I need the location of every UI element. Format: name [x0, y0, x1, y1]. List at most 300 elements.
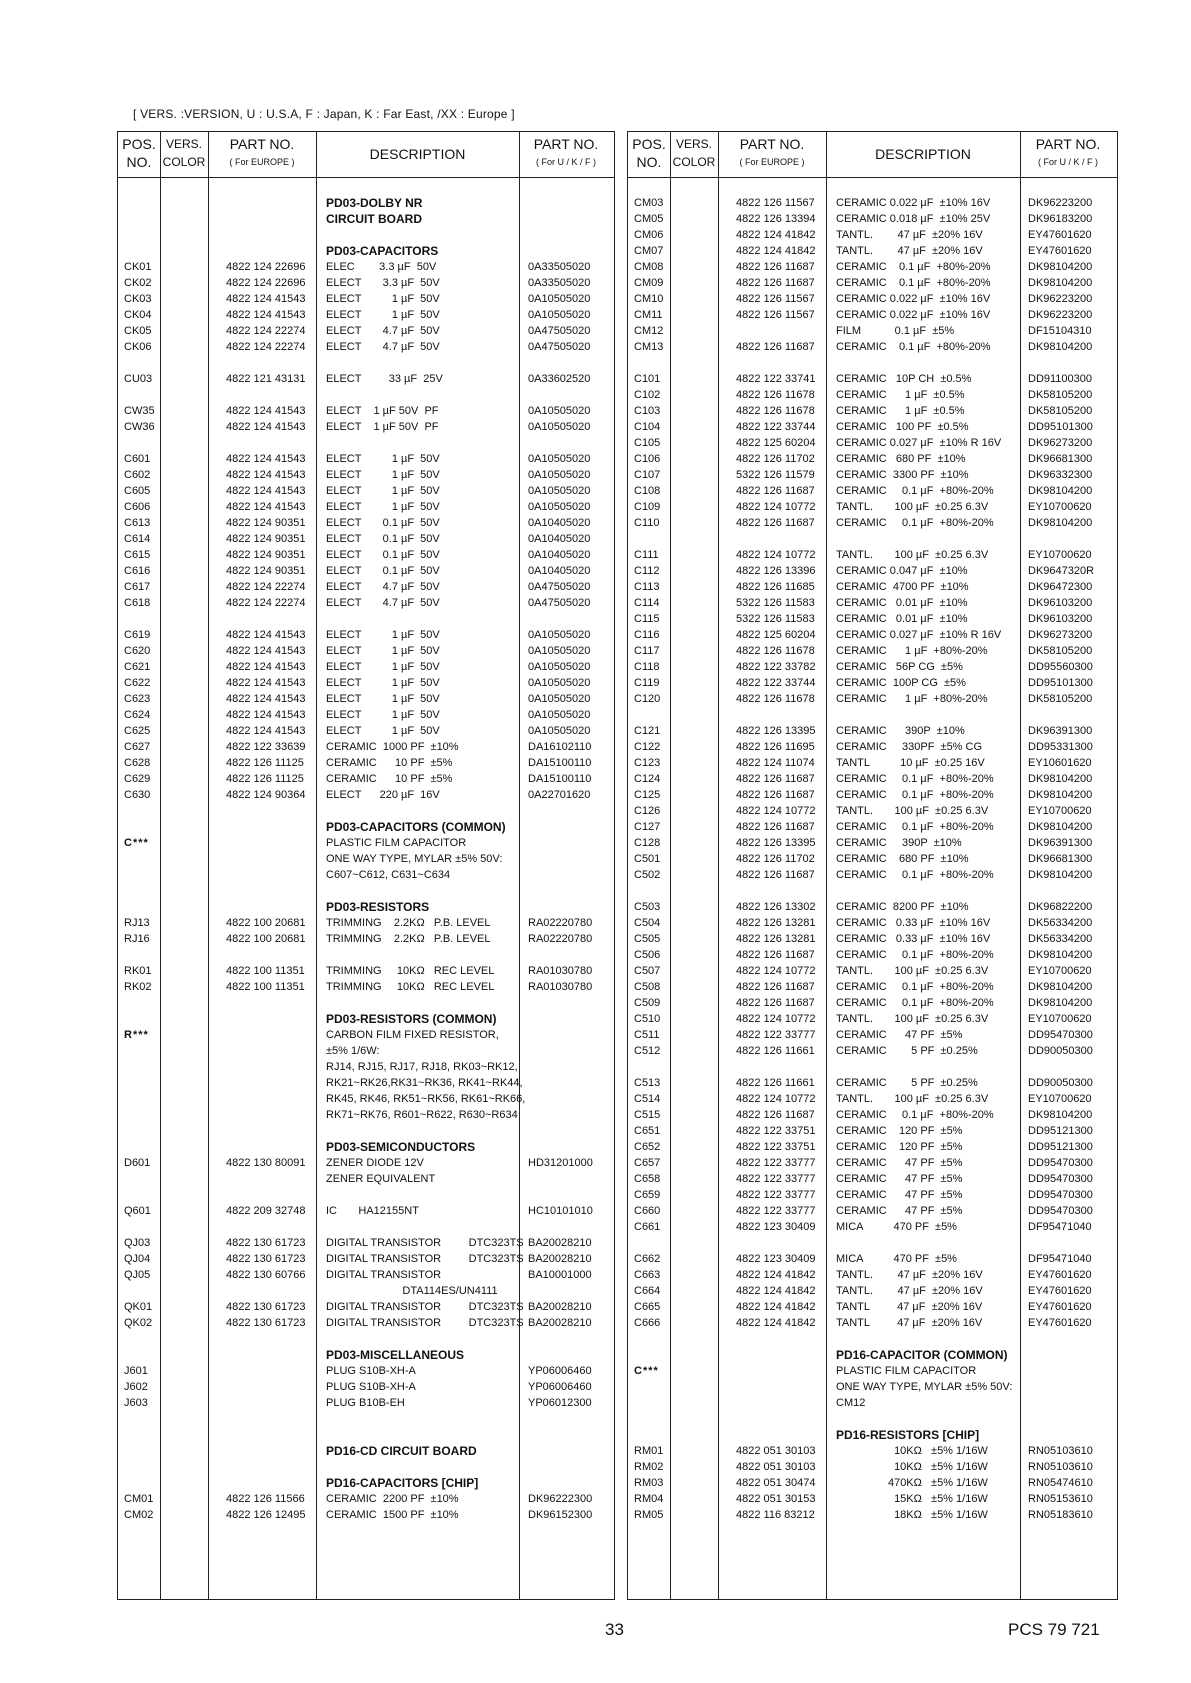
part-no-cell: 4822 122 33744	[736, 421, 816, 433]
part-no-ukf-cell: HD31201000	[528, 1157, 593, 1169]
description-cell: ONE WAY TYPE, MYLAR ±5% 50V:	[836, 1381, 1013, 1393]
part-no-cell: 4822 126 11661	[736, 1045, 815, 1057]
table-row	[628, 1044, 1117, 1059]
pos-cell: C619	[124, 629, 151, 641]
table-row	[118, 452, 614, 467]
pos-cell: C128	[634, 837, 661, 849]
part-no-cell: 4822 124 41543	[226, 725, 306, 737]
table-row	[628, 772, 1117, 787]
table-row	[118, 1268, 614, 1283]
part-no-ukf-cell: DK98104200	[1028, 981, 1093, 993]
part-no-cell: 4822 209 32748	[226, 1205, 306, 1217]
part-no-ukf-cell: DD95101300	[1028, 421, 1093, 433]
part-no-cell: 4822 124 41842	[736, 1301, 816, 1313]
part-no-ukf-cell: RN05103610	[1028, 1461, 1093, 1473]
part-no-ukf-cell: RN05474610	[1028, 1477, 1093, 1489]
table-row	[628, 452, 1117, 467]
pos-cell: C665	[634, 1301, 661, 1313]
part-no-ukf-cell: DD95121300	[1028, 1125, 1093, 1137]
table-row	[628, 468, 1117, 483]
description-cell: CERAMIC 10 PF ±5%	[326, 773, 453, 785]
description-cell: CERAMIC 56P CG ±5%	[836, 661, 963, 673]
table-row	[628, 644, 1117, 659]
part-no-ukf-cell: YP06006460	[528, 1381, 592, 1393]
table-row	[628, 516, 1117, 531]
description-cell: CERAMIC 0.027 µF ±10% R 16V	[836, 629, 1002, 641]
part-no-cell: 4822 124 90351	[226, 565, 306, 577]
description-cell: PD03-CAPACITORS	[326, 244, 439, 258]
part-no-cell: 4822 126 11687	[736, 981, 815, 993]
part-no-ukf-cell: DK58105200	[1028, 389, 1093, 401]
description-cell: CERAMIC 0.1 µF +80%-20%	[836, 261, 991, 273]
pos-cell: C666	[634, 1317, 661, 1329]
pos-cell: C122	[634, 741, 661, 753]
description-cell: CERAMIC 330PF ±5% CG	[836, 741, 983, 753]
part-no-ukf-cell: DK9647320R	[1028, 565, 1095, 577]
part-no-cell: 4822 126 11687	[736, 341, 815, 353]
description-cell: CERAMIC 100 PF ±0.5%	[836, 421, 969, 433]
part-no-ukf-cell: HC10101010	[528, 1205, 593, 1217]
table-row	[628, 1252, 1117, 1267]
table-row	[628, 820, 1117, 835]
table-row	[118, 1236, 614, 1251]
part-no-ukf-cell: DK98104200	[1028, 949, 1093, 961]
part-no-cell: 4822 116 83212	[736, 1509, 815, 1521]
pos-cell: C513	[634, 1077, 661, 1089]
description-cell: CERAMIC 0.1 µF +80%-20%	[836, 277, 991, 289]
part-no-cell: 4822 100 11351	[226, 981, 305, 993]
part-no-ukf-cell: DD90050300	[1028, 1045, 1093, 1057]
pos-cell: C658	[634, 1173, 661, 1185]
part-no-cell: 4822 126 13395	[736, 837, 816, 849]
part-no-ukf-cell: 0A33505020	[528, 261, 591, 273]
part-no-cell: 4822 124 22274	[226, 581, 306, 593]
part-no-ukf-cell: 0A33505020	[528, 277, 591, 289]
description-cell: ELECT 0.1 µF 50V	[326, 565, 440, 577]
pos-cell: C503	[634, 901, 661, 913]
table-row	[118, 532, 614, 547]
description-cell: ELECT 4.7 µF 50V	[326, 597, 440, 609]
table-row	[118, 1348, 614, 1363]
pos-cell: C***	[124, 837, 149, 849]
description-cell: CERAMIC 47 PF ±5%	[836, 1173, 963, 1185]
table-row	[628, 388, 1117, 403]
description-cell: TRIMMING 10KΩ REC LEVEL	[326, 965, 495, 977]
table-row	[118, 676, 614, 691]
table-row	[118, 1092, 614, 1107]
pos-cell: C105	[634, 437, 661, 449]
description-cell: TANTL. 100 µF ±0.25 6.3V	[836, 1013, 989, 1025]
part-no-cell: 4822 126 11687	[736, 261, 815, 273]
table-row	[628, 1172, 1117, 1187]
part-no-cell: 4822 124 90351	[226, 549, 306, 561]
description-cell: CERAMIC 8200 PF ±10%	[836, 901, 969, 913]
table-row	[118, 1156, 614, 1171]
part-no-cell: 4822 126 11678	[736, 645, 815, 657]
pos-cell: C625	[124, 725, 151, 737]
description-cell: DIGITAL TRANSISTOR DTC323TS	[326, 1253, 524, 1265]
pos-cell: C613	[124, 517, 151, 529]
table-row	[628, 612, 1117, 627]
pos-cell: C660	[634, 1205, 661, 1217]
part-no-ukf-cell: 0A10505020	[528, 309, 591, 321]
description-cell: CERAMIC 0.33 µF ±10% 16V	[836, 917, 991, 929]
description-cell: CERAMIC 120 PF ±5%	[836, 1141, 963, 1153]
part-no-cell: 4822 126 11567	[736, 293, 815, 305]
description-cell: CERAMIC 4700 PF ±10%	[836, 581, 969, 593]
part-no-ukf-cell: 0A10505020	[528, 485, 591, 497]
pos-cell: C110	[634, 517, 660, 529]
part-no-cell: 4822 124 10772	[736, 965, 816, 977]
description-cell: ELECT 1 µF 50V PF	[326, 405, 439, 417]
table-header-right	[628, 132, 1117, 178]
description-cell: TANTL 47 µF ±20% 16V	[836, 1301, 983, 1313]
pos-cell: CW36	[124, 421, 155, 433]
description-cell: MICA 470 PF ±5%	[836, 1253, 957, 1265]
part-no-cell: 4822 126 11687	[736, 949, 815, 961]
table-row	[628, 1220, 1117, 1235]
part-no-ukf-cell: DK98104200	[1028, 821, 1093, 833]
part-no-cell: 4822 122 33639	[226, 741, 306, 753]
part-no-ukf-cell: DK98104200	[1028, 1109, 1093, 1121]
part-no-cell: 4822 126 13395	[736, 725, 816, 737]
table-row	[628, 1076, 1117, 1091]
description-cell: ELECT 33 µF 25V	[326, 373, 443, 385]
table-row	[628, 308, 1117, 323]
description-cell: ONE WAY TYPE, MYLAR ±5% 50V:	[326, 853, 503, 865]
table-row	[118, 1172, 614, 1187]
table-row	[118, 708, 614, 723]
table-row	[628, 676, 1117, 691]
table-row	[118, 724, 614, 739]
pos-cell: C***	[634, 1365, 659, 1377]
table-row	[628, 260, 1117, 275]
table-row	[628, 964, 1117, 979]
description-cell: PD16-CD CIRCUIT BOARD	[326, 1444, 477, 1458]
description-cell: PD03-MISCELLANEOUS	[326, 1348, 465, 1362]
table-row	[628, 340, 1117, 355]
table-row	[628, 1268, 1117, 1283]
table-row	[628, 916, 1117, 931]
description-cell: CERAMIC 47 PF ±5%	[836, 1189, 963, 1201]
part-no-cell: 4822 126 13281	[736, 917, 816, 929]
pos-cell: CW35	[124, 405, 155, 417]
part-no-ukf-cell: DK96222300	[528, 1493, 593, 1505]
part-no-cell: 4822 126 11566	[226, 1493, 305, 1505]
table-header-left	[118, 132, 614, 178]
description-cell: CERAMIC 0.027 µF ±10% R 16V	[836, 437, 1002, 449]
pos-cell: CM03	[634, 197, 664, 209]
part-no-ukf-cell: DK96152300	[528, 1509, 593, 1521]
table-row	[118, 516, 614, 531]
pos-cell: QK02	[124, 1317, 153, 1329]
part-no-cell: 4822 122 33751	[736, 1125, 816, 1137]
description-cell: CERAMIC 5 PF ±0.25%	[836, 1077, 978, 1089]
description-cell: PD03-CAPACITORS (COMMON)	[326, 820, 506, 834]
part-no-ukf-cell: RA02220780	[528, 917, 593, 929]
description-cell: CARBON FILM FIXED RESISTOR,	[326, 1029, 499, 1041]
pos-cell: CM08	[634, 261, 664, 273]
document-code: PCS 79 721	[1008, 1620, 1100, 1639]
table-row	[628, 1380, 1117, 1395]
part-no-cell: 4822 124 41543	[226, 709, 306, 721]
table-row	[118, 852, 614, 867]
part-no-cell: 4822 126 11702	[736, 853, 815, 865]
table-row	[118, 788, 614, 803]
part-no-cell: 4822 124 90351	[226, 533, 306, 545]
table-row	[628, 660, 1117, 675]
table-row	[118, 1508, 614, 1523]
description-cell: ELECT 1 µF 50V	[326, 501, 440, 513]
description-cell: RK71~RK76, R601~R622, R630~R634	[326, 1109, 518, 1121]
part-no-ukf-cell: DK96273200	[1028, 629, 1093, 641]
pos-cell: C104	[634, 421, 661, 433]
pos-cell: C123	[634, 757, 661, 769]
table-row	[118, 660, 614, 675]
part-no-ukf-cell: DA16102110	[528, 741, 592, 753]
table-row	[628, 1204, 1117, 1219]
description-cell: CERAMIC 0.1 µF +80%-20%	[836, 789, 994, 801]
part-no-ukf-cell: BA20028210	[528, 1301, 592, 1313]
table-row	[118, 1444, 614, 1459]
pos-cell: C107	[634, 469, 661, 481]
table-row	[118, 1252, 614, 1267]
pos-cell: C602	[124, 469, 151, 481]
description-cell: CERAMIC 390P ±10%	[836, 725, 965, 737]
description-cell: CERAMIC 100P CG ±5%	[836, 677, 966, 689]
description-cell: CERAMIC 0.022 µF ±10% 16V	[836, 309, 991, 321]
pos-cell: C106	[634, 453, 661, 465]
description-cell: DIGITAL TRANSISTOR DTC323TS	[326, 1317, 524, 1329]
description-cell: ELECT 4.7 µF 50V	[326, 341, 440, 353]
pos-cell: CM12	[634, 325, 664, 337]
pos-cell: CK06	[124, 341, 152, 353]
description-cell: PD16-CAPACITOR (COMMON)	[836, 1348, 1008, 1362]
part-no-ukf-cell: EY10700620	[1028, 1093, 1092, 1105]
part-no-ukf-cell: DK58105200	[1028, 693, 1093, 705]
part-no-cell: 5322 126 11583	[736, 613, 815, 625]
description-cell: CERAMIC 0.022 µF ±10% 16V	[836, 197, 991, 209]
part-no-cell: 4822 051 30474	[736, 1477, 816, 1489]
table-row	[628, 996, 1117, 1011]
part-no-ukf-cell: DD95331300	[1028, 741, 1093, 753]
part-no-cell: 4822 124 41543	[226, 421, 306, 433]
pos-cell: C505	[634, 933, 661, 945]
table-row	[118, 292, 614, 307]
pos-cell: C617	[124, 581, 151, 593]
pos-cell: C601	[124, 453, 151, 465]
description-cell: MICA 470 PF ±5%	[836, 1221, 957, 1233]
description-cell: PLUG S10B-XH-A	[326, 1381, 416, 1393]
table-row	[628, 580, 1117, 595]
description-cell: ELECT 4.7 µF 50V	[326, 325, 440, 337]
pos-cell: C502	[634, 869, 661, 881]
part-no-ukf-cell: 0A47505020	[528, 581, 591, 593]
part-no-ukf-cell: DD95560300	[1028, 661, 1093, 673]
part-no-ukf-cell: DK96822200	[1028, 901, 1093, 913]
part-no-cell: 4822 126 11678	[736, 405, 815, 417]
part-no-cell: 4822 126 11685	[736, 581, 815, 593]
description-cell: CM12	[836, 1397, 866, 1409]
part-no-ukf-cell: 0A10505020	[528, 469, 591, 481]
table-row	[628, 1108, 1117, 1123]
part-no-cell: 4822 124 41543	[226, 645, 306, 657]
part-no-ukf-cell: 0A10505020	[528, 293, 591, 305]
pos-cell: C512	[634, 1045, 661, 1057]
part-no-cell: 4822 125 60204	[736, 437, 816, 449]
part-no-cell: 4822 124 22274	[226, 597, 306, 609]
description-cell: CERAMIC 1 µF ±0.5%	[836, 389, 965, 401]
table-row	[118, 260, 614, 275]
table-row	[118, 212, 614, 227]
table-row	[118, 1364, 614, 1379]
part-no-ukf-cell: BA10001000	[528, 1269, 592, 1281]
description-cell: CERAMIC 0.01 µF ±10%	[836, 613, 968, 625]
table-row	[628, 228, 1117, 243]
table-row	[628, 852, 1117, 867]
pos-cell: D601	[124, 1157, 151, 1169]
description-cell: ELECT 1 µF 50V	[326, 485, 440, 497]
description-cell: 470KΩ ±5% 1/16W	[836, 1477, 988, 1489]
part-no-ukf-cell: 0A10505020	[528, 405, 591, 417]
part-no-cell: 4822 124 41543	[226, 661, 306, 673]
header-vers: VERS. COLOR	[162, 137, 206, 169]
table-row	[628, 948, 1117, 963]
part-no-ukf-cell: DK56334200	[1028, 933, 1093, 945]
description-cell: CERAMIC 47 PF ±5%	[836, 1205, 963, 1217]
table-row	[118, 1044, 614, 1059]
pos-cell: CK03	[124, 293, 152, 305]
description-cell: CERAMIC 0.1 µF +80%-20%	[836, 997, 994, 1009]
pos-cell: RM05	[634, 1509, 664, 1521]
part-no-ukf-cell: 0A10505020	[528, 709, 591, 721]
pos-cell: C109	[634, 501, 661, 513]
description-cell: DIGITAL TRANSISTOR	[326, 1269, 442, 1281]
description-cell: ELECT 1 µF 50V	[326, 629, 440, 641]
part-no-cell: 4822 124 41543	[226, 485, 306, 497]
table-row	[118, 1140, 614, 1155]
part-no-cell: 4822 124 41842	[736, 1285, 816, 1297]
pos-cell: C651	[634, 1125, 661, 1137]
description-cell: CERAMIC 1 µF +80%-20%	[836, 693, 988, 705]
pos-cell: CK05	[124, 325, 152, 337]
description-cell: PLASTIC FILM CAPACITOR	[326, 837, 467, 849]
table-row	[628, 1364, 1117, 1379]
part-no-cell: 4822 126 11695	[736, 741, 815, 753]
part-no-cell: 4822 122 33744	[736, 677, 816, 689]
part-no-ukf-cell: EY47601620	[1028, 245, 1092, 257]
part-no-cell: 4822 130 60766	[226, 1269, 306, 1281]
header-part-no-ukf: PART NO. ( For U / K / F )	[1035, 136, 1101, 167]
description-cell: ELECT 1 µF 50V	[326, 661, 440, 673]
pos-cell: C114	[634, 597, 660, 609]
parts-table-right	[627, 131, 1118, 1600]
part-no-ukf-cell: 0A10505020	[528, 501, 591, 513]
table-row	[118, 1012, 614, 1027]
part-no-cell: 4822 124 22274	[226, 325, 306, 337]
description-cell: ELEC 3.3 µF 50V	[326, 261, 437, 273]
part-no-cell: 4822 123 30409	[736, 1221, 816, 1233]
table-row	[118, 372, 614, 387]
part-no-ukf-cell: YP06006460	[528, 1365, 592, 1377]
part-no-cell: 4822 126 11687	[736, 517, 815, 529]
part-no-ukf-cell: DK98104200	[1028, 773, 1093, 785]
table-row	[118, 868, 614, 883]
pos-cell: RJ16	[124, 933, 150, 945]
table-row	[118, 276, 614, 291]
part-no-ukf-cell: DA15100110	[528, 773, 592, 785]
table-row	[628, 1092, 1117, 1107]
description-cell: TANTL. 100 µF ±0.25 6.3V	[836, 965, 989, 977]
table-row	[118, 836, 614, 851]
pos-cell: C103	[634, 405, 661, 417]
description-cell: TANTL. 47 µF ±20% 16V	[836, 245, 983, 257]
pos-cell: C507	[634, 965, 661, 977]
table-row	[628, 1396, 1117, 1411]
description-cell: CERAMIC 0.1 µF +80%-20%	[836, 517, 994, 529]
description-cell: PD16-CAPACITORS [CHIP]	[326, 1476, 479, 1490]
part-no-ukf-cell: DK98104200	[1028, 485, 1093, 497]
table-row	[118, 740, 614, 755]
part-no-cell: 4822 124 41543	[226, 629, 306, 641]
pos-cell: CM05	[634, 213, 664, 225]
pos-cell: C663	[634, 1269, 661, 1281]
description-cell: TANTL 47 µF ±20% 16V	[836, 1317, 983, 1329]
description-cell: CERAMIC 0.1 µF +80%-20%	[836, 981, 994, 993]
part-no-ukf-cell: 0A47505020	[528, 325, 591, 337]
part-no-ukf-cell: DD95470300	[1028, 1173, 1093, 1185]
part-no-ukf-cell: EY47601620	[1028, 1285, 1092, 1297]
part-no-ukf-cell: DK96681300	[1028, 853, 1093, 865]
part-no-cell: 4822 126 11687	[736, 821, 815, 833]
table-row	[118, 244, 614, 259]
pos-cell: QJ04	[124, 1253, 151, 1265]
part-no-ukf-cell: DD91100300	[1028, 373, 1093, 385]
description-cell: CERAMIC 0.1 µF +80%-20%	[836, 821, 994, 833]
description-cell: ±5% 1/6W:	[326, 1045, 380, 1057]
description-cell: CERAMIC 120 PF ±5%	[836, 1125, 963, 1137]
part-no-cell: 4822 126 11125	[226, 773, 304, 785]
pos-cell: RK01	[124, 965, 152, 977]
description-cell: PD16-RESISTORS [CHIP]	[836, 1428, 980, 1442]
pos-cell: C515	[634, 1109, 661, 1121]
part-no-cell: 4822 126 13394	[736, 213, 816, 225]
description-cell: C607~C612, C631~C634	[326, 869, 451, 881]
table-row	[118, 1076, 614, 1091]
description-cell: FILM 0.1 µF ±5%	[836, 325, 955, 337]
description-cell: CERAMIC 10P CH ±0.5%	[836, 373, 972, 385]
part-no-cell: 4822 122 33777	[736, 1189, 816, 1201]
version-legend: [ VERS. :VERSION, U : U.S.A, F : Japan, K : Far East, /XX : Europe ]	[133, 107, 515, 121]
pos-cell: C615	[124, 549, 151, 561]
pos-cell: C510	[634, 1013, 661, 1025]
part-no-ukf-cell: EY47601620	[1028, 1269, 1092, 1281]
pos-cell: RM04	[634, 1493, 664, 1505]
part-no-ukf-cell: DK96681300	[1028, 453, 1093, 465]
part-no-ukf-cell: 0A10505020	[528, 661, 591, 673]
pos-cell: C511	[634, 1029, 660, 1041]
part-no-cell: 4822 122 33777	[736, 1157, 816, 1169]
description-cell: CERAMIC 1 µF ±0.5%	[836, 405, 965, 417]
table-row	[628, 868, 1117, 883]
pos-cell: C120	[634, 693, 661, 705]
part-no-ukf-cell: DF95471040	[1028, 1253, 1092, 1265]
part-no-cell: 4822 121 43131	[226, 373, 306, 385]
description-cell: RK21~RK26,RK31~RK36, RK41~RK44,	[326, 1077, 523, 1089]
part-no-cell: 4822 051 30103	[736, 1461, 816, 1473]
table-row	[628, 756, 1117, 771]
part-no-ukf-cell: 0A47505020	[528, 341, 591, 353]
